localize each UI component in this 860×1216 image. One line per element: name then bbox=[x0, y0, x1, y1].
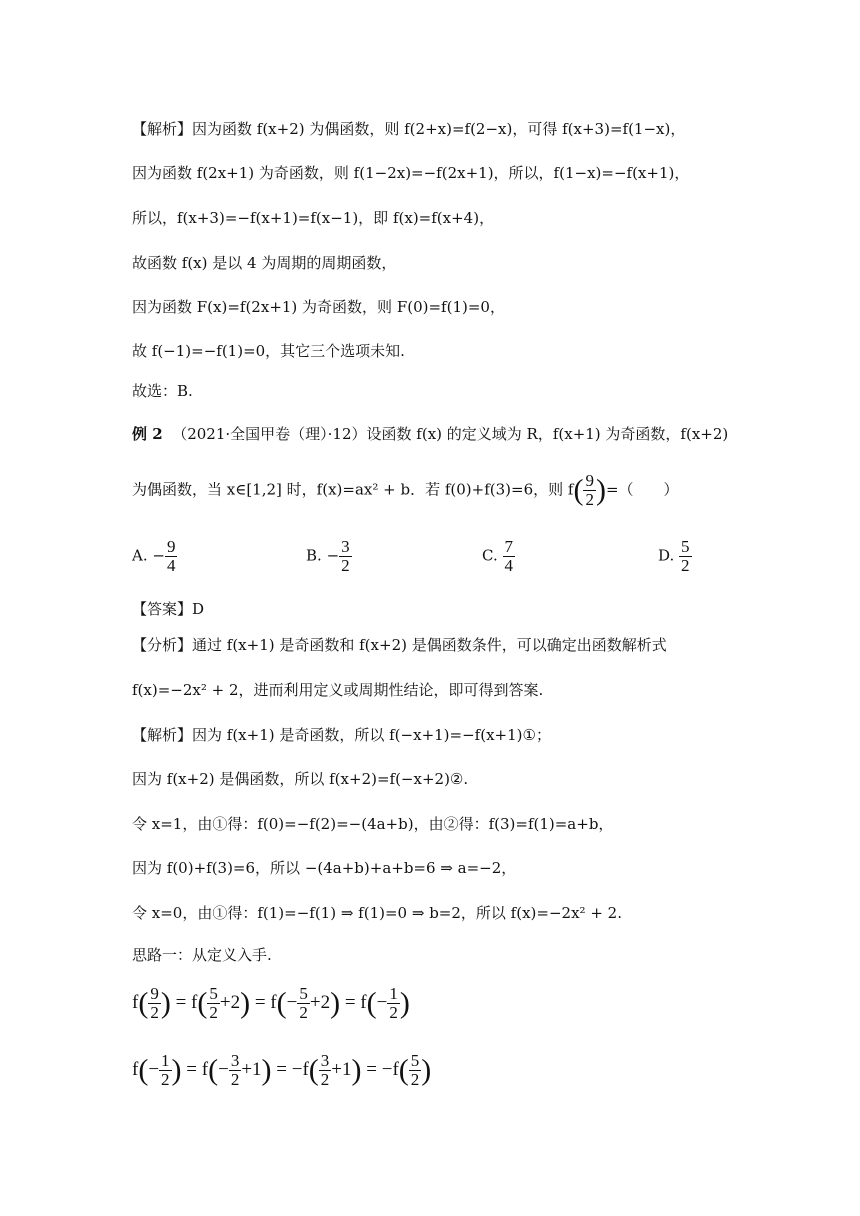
equation-line-1: f( $\frac{9}{2}$ ) = f( $\frac{5}{2}$ +2) = f(− $\frac{5}{2}$ +2) = f(− $\frac{1}{2}$ ) bbox=[132, 984, 410, 1022]
solution-line-2: 因为函数 f(2x+1) 为奇函数，则 f(1−2x)=−f(2x+1)，所以，f(1−x)=−f(x+1)， bbox=[132, 164, 690, 182]
solution-line-3: 所以，f(x+3)=−f(x+1)=f(x−1)，即 f(x)=f(x+4)， bbox=[132, 209, 495, 227]
equation-line-2: f(− $\frac{1}{2}$ ) = f(− $\frac{3}{2}$ +1) = −f( $\frac{3}{2}$ +1) = −f( $\frac{5}{2}$ ) bbox=[132, 1051, 432, 1089]
approach-one-heading: 思路一：从定义入手. bbox=[132, 946, 272, 964]
solution2-line-2: 因为 f(x+2) 是偶函数，所以 f(x+2)=f(−x+2)②. bbox=[132, 770, 469, 788]
example-2-text: （2021·全国甲卷（理）·12）设函数 f(x) 的定义域为 R，f(x+1) 为奇函数，f(x+2) bbox=[172, 425, 729, 443]
option-c[interactable]: C. $\frac{7}{4}$ bbox=[482, 537, 513, 575]
solution2-line-4: 因为 f(0)+f(3)=6，所以 −(4a+b)+a+b=6 ⇒ a=−2， bbox=[132, 859, 517, 877]
answer-line: 【答案】D bbox=[132, 600, 205, 618]
option-b[interactable]: B. − $\frac{3}{2}$ bbox=[306, 537, 350, 575]
example-2-line-2: 为偶函数，当 x∈[1,2] 时，f(x)=ax² + b．若 f(0)+f(3)=6，则 f( $\frac{9}{2}$ )=（ ） bbox=[132, 471, 679, 509]
analysis-line-1: 【分析】通过 f(x+1) 是奇函数和 f(x+2) 是偶函数条件，可以确定出函数解析式 bbox=[132, 636, 667, 654]
answer-choice-line: 故选：B. bbox=[132, 382, 193, 400]
solution-line-4: 故函数 f(x) 是以 4 为周期的周期函数， bbox=[132, 254, 397, 272]
solution-line-5: 因为函数 F(x)=f(2x+1) 为奇函数，则 F(0)=f(1)=0， bbox=[132, 298, 505, 316]
solution2-line-1: 【解析】因为 f(x+1) 是奇函数，所以 f(−x+1)=−f(x+1)①； bbox=[132, 726, 551, 744]
solution-line-6: 故 f(−1)=−f(1)=0，其它三个选项未知. bbox=[132, 342, 405, 360]
option-a[interactable]: A. − $\frac{9}{4}$ bbox=[132, 537, 176, 575]
option-d[interactable]: D. $\frac{5}{2}$ bbox=[658, 537, 690, 575]
fraction-9-2: $\frac{9}{2}$ bbox=[585, 471, 594, 509]
solution-line-1: 【解析】因为函数 f(x+2) 为偶函数，则 f(2+x)=f(2−x)，可得 f(x+3)=f(1−x)， bbox=[132, 120, 686, 138]
analysis-line-2: f(x)=−2x² + 2，进而利用定义或周期性结论，即可得到答案. bbox=[132, 681, 544, 699]
solution2-line-5: 令 x=0，由①得：f(1)=−f(1) ⇒ f(1)=0 ⇒ b=2，所以 f(x)=−2x² + 2. bbox=[132, 904, 622, 922]
example-2-header bbox=[132, 423, 760, 445]
example-label: 例 2 bbox=[132, 425, 163, 443]
solution2-line-3: 令 x=1，由①得：f(0)=−f(2)=−(4a+b)，由②得：f(3)=f(1)=a+b， bbox=[132, 815, 614, 833]
